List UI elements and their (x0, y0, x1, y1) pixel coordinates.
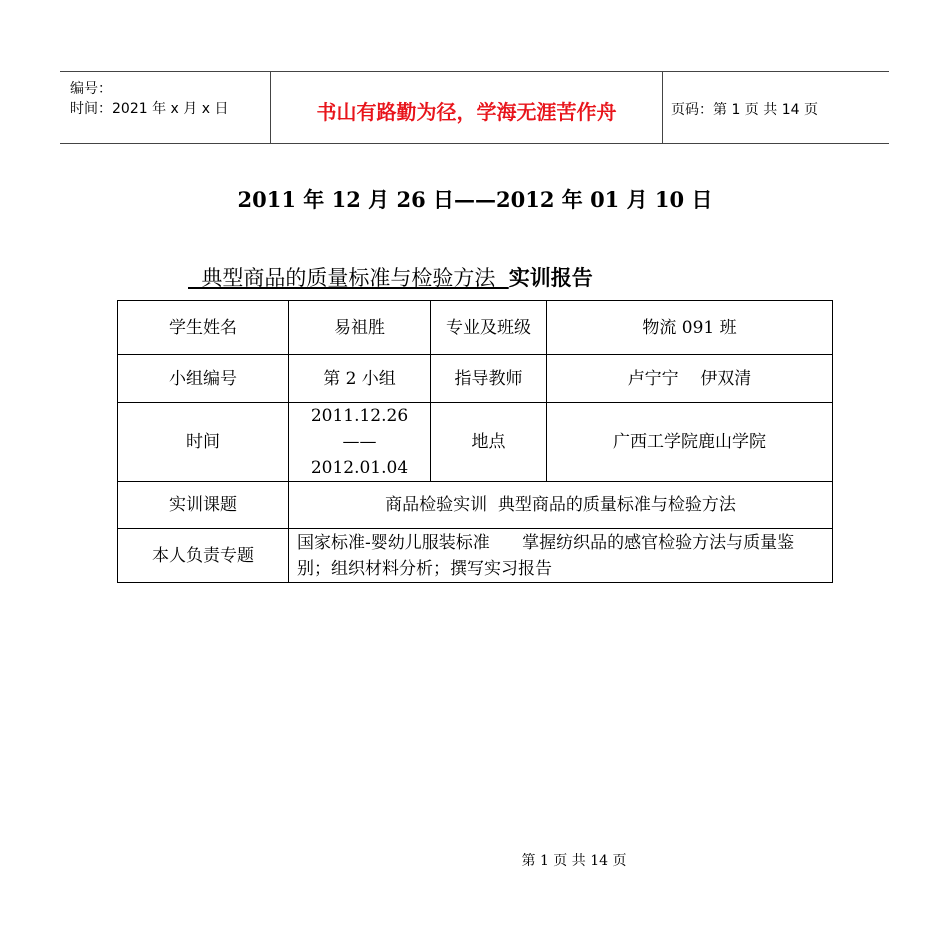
page-footer: 第 1 页 共 14 页 (521, 853, 627, 869)
time-end: 2012.01.04 (310, 458, 409, 478)
group-number-value: 第 2 小组 (289, 355, 431, 403)
place-value: 广西工学院鹿山学院 (547, 403, 833, 482)
major-class-label: 专业及班级 (431, 301, 547, 355)
report-info-table (117, 300, 833, 583)
table-row (118, 301, 833, 355)
group-number-label: 小组编号 (118, 355, 289, 403)
document-header (60, 71, 889, 144)
report-title-suffix: 实训报告 (508, 265, 593, 290)
report-title (188, 262, 593, 292)
major-class-value: 物流 091 班 (547, 301, 833, 355)
training-topic-label: 实训课题 (118, 482, 289, 529)
time-label: 时间：2021 年 x 月 x 日 (70, 101, 229, 117)
teacher-value: 卢宁宁 伊双清 (547, 355, 833, 403)
responsibility-value: 国家标准-婴幼儿服装标准 掌握纺织品的感官检验方法与质量鉴别；组织材料分析；撰写实习报告 (289, 529, 833, 583)
student-name-label: 学生姓名 (118, 301, 289, 355)
header-left-cell (60, 72, 271, 143)
place-label: 地点 (431, 403, 547, 482)
table-row (118, 482, 833, 529)
student-name-value: 易祖胜 (289, 301, 431, 355)
motto-text: 书山有路勤为径，学海无涯苦作舟 (316, 100, 617, 124)
table-row (118, 403, 833, 482)
training-topic-value: 商品检验实训 典型商品的质量标准与检验方法 (289, 482, 833, 529)
code-label: 编号： (70, 81, 112, 97)
time-start: 2011.12.26 (310, 406, 409, 426)
page-info: 页码：第 1 页 共 14 页 (671, 102, 818, 118)
teacher-label: 指导教师 (431, 355, 547, 403)
date-range-heading: 2011 年 12 月 26 日——2012 年 01 月 10 日 (237, 187, 713, 212)
time-value (289, 403, 431, 482)
header-page-cell (663, 72, 889, 143)
time-dash: —— (342, 432, 377, 452)
header-motto-cell (271, 72, 663, 143)
time-label-cell: 时间 (118, 403, 289, 482)
report-title-topic: 典型商品的质量标准与检验方法 (188, 266, 509, 290)
table-row (118, 529, 833, 583)
responsibility-label: 本人负责专题 (118, 529, 289, 583)
table-row (118, 355, 833, 403)
